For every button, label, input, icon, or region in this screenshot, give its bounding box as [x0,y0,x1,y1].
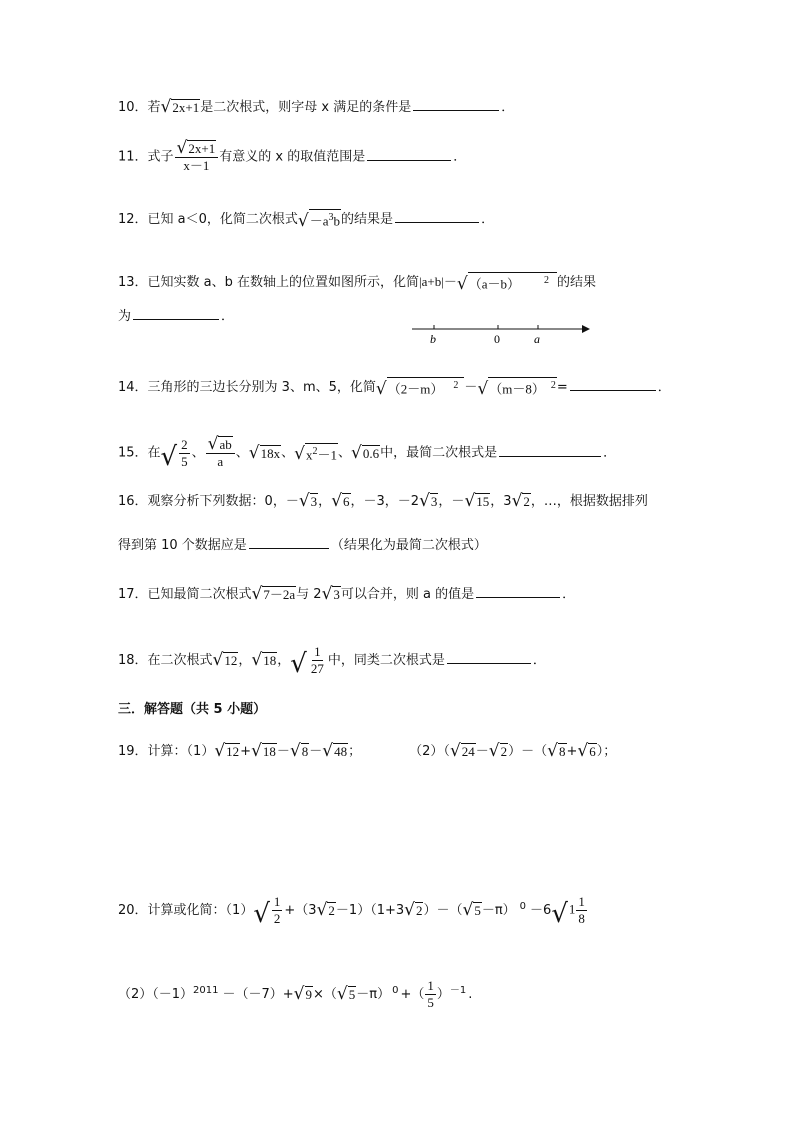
q13-number: 13．已知实数 a、b 在数轴上的位置如图所示，化简 [118,275,420,290]
answer-blank[interactable] [249,534,329,549]
label-a: a [534,332,540,346]
answer-blank[interactable] [447,649,531,664]
answer-blank[interactable] [570,376,656,391]
q12-number: 12．已知 a＜0，化简二次根式 [118,212,298,227]
q18-number: 18．在二次根式 [118,653,213,668]
question-13-line2: 为 ． [118,305,234,327]
question-13: 13．已知实数 a、b 在数轴上的位置如图所示，化简|a+b|－ √ （a－b） $^2$ 的结果 [118,273,596,294]
answer-blank[interactable] [413,96,499,111]
q17-number: 17．已知最简二次根式 [118,587,252,602]
arrow-icon [582,325,590,333]
question-19: 19．计算：（1） √ 12 + √ 18 － √ 8 － √ 48 ； （2）（ √ 24 － √ 2 ）－（ √ 8 + √ 6 ）； [118,741,617,761]
answer-blank[interactable] [476,583,560,598]
question-11: 11．式子 √ 2x+1 x－1 有意义的 x 的取值范围是 ． [118,138,467,173]
label-b: b [430,332,436,346]
question-17: 17．已知最简二次根式 √ 7－2a 与 2 √ 3 可以合并，则 a 的值是 ． [118,584,576,604]
answer-blank[interactable] [499,442,601,457]
q15-number: 15．在 [118,445,161,461]
question-18: 18．在二次根式 √ 12 ， √ 18 ， √ $\frac{1}{27}$ 中，同类二次根式是 ． [118,644,546,679]
sqrt-expression: √ （a－b） $^2$ [457,272,557,292]
q11-number: 11．式子 [118,149,174,165]
fraction: √ 2x+1 x－1 [175,140,219,174]
question-16-line2: 得到第 10 个数据应是 （结果化为最简二次根式） [118,534,487,556]
sqrt-expression: √ 2x+1 [160,97,200,117]
answer-blank[interactable] [395,208,479,223]
question-10: 10．若 √ 2x+1 是二次根式，则字母 x 满足的条件是 ． [118,97,515,117]
question-20: 20．计算或化简：（1） √ $\frac{1}{2}$ +（3 √ 2 －1）（1+3 √ 2 ）－（ √ 5 －π） $^0$ －6 √ 1 $\frac{1}{8}$ [118,894,585,929]
q10-number: 10．若 [118,100,161,115]
question-15: 15．在 √ $\frac{2}{5}$ 、 √ ab a 、 √ 18x 、 √ $x^2-1$ 、 √ 0.6 中，最简二次根式是 ． [118,434,617,472]
sqrt-expression: √ $-a^3b$ [297,210,341,231]
question-16: 16．观察分析下列数据：0，－ √ 3 ， √ 6 ，－3，－2 √ 3 ，－ √ 15 ，3 √ 2 ，…，根据数据排列 [118,491,648,511]
q14-number: 14．三角形的三边长分别为 3、m、5，化简 [118,380,376,395]
q10-text: 是二次根式，则字母 x 满足的条件是 [200,100,412,115]
answer-blank[interactable] [133,305,219,320]
question-14: 14．三角形的三边长分别为 3、m、5，化简 √ （2－m） $^2$ － √ （m－8） $^2$ = ． [118,376,671,398]
section-heading: 三．解答题（共 5 小题） [118,702,267,717]
number-line [412,320,592,348]
label-zero: 0 [494,332,500,346]
answer-blank[interactable] [367,146,451,161]
question-20-part2: $(2)(-1)^{2011} -(-7)+$ √ 9 ×（ √ 5 －π） $^0$ +（ $\frac{1}{5}$ ）$^{-1}$ . [118,978,473,1010]
q11-text: 有意义的 x 的取值范围是 [219,149,366,165]
question-12: 12．已知 a＜0，化简二次根式 √ $-a^3b$ 的结果是 ． [118,208,494,230]
